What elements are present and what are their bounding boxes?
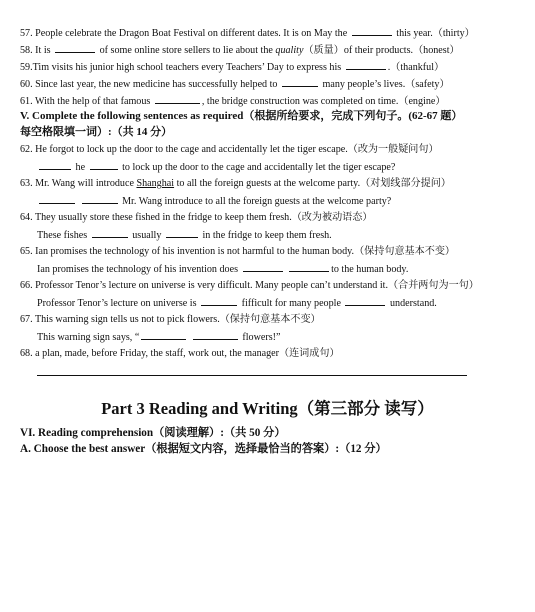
answer-blank[interactable] [39,194,75,204]
question-text: Professor Tenor’s lecture on universe is [37,298,197,309]
question-61 [20,94,530,108]
underlined-word: Shanghai [136,178,175,189]
question-60 [20,77,530,91]
question-text: .（thankful） [387,62,445,73]
question-text: of some online store sellers to lie about the [99,45,273,56]
italic-word: quality [275,45,304,56]
question-text: he [75,162,86,173]
answer-blank[interactable] [90,160,118,170]
answer-blank[interactable] [39,160,71,170]
section-5-heading: V. Complete the following sentences as required（根据所给要求，完成下列句子。(62-67 题） [20,110,463,122]
question-64-answer [37,228,535,242]
question-67: 67. This warning sign tells us not to pick flowers.（保持句意基本不变） [20,314,321,325]
answer-blank[interactable] [282,77,318,87]
answer-blank[interactable] [155,94,200,104]
question-text: 63. Mr. Wang will introduce [20,178,134,189]
question-64: 64. They usually store these fished in the fridge to keep them fresh.（改为被动语态） [20,212,373,223]
question-text: Ian promises the technology of his invention does [37,264,238,275]
question-text: These fishes [37,230,88,241]
question-text: 61. With the help of that famous [20,96,151,107]
answer-blank[interactable] [82,194,118,204]
answer-blank[interactable] [193,330,238,340]
question-text: This warning sign says, “ [37,332,140,343]
question-text: in the fridge to keep them fresh. [202,230,332,241]
question-68: 68. a plan, made, before Friday, the staff, work out, the manager（连词成句） [20,348,340,359]
answer-blank[interactable] [166,228,198,238]
answer-blank[interactable] [55,43,95,53]
question-66: 66. Professor Tenor’s lecture on universe is very difficult. Many people can’t understand it.（合并两句为一句） [20,280,479,291]
question-62-answer [37,160,535,174]
answer-blank[interactable] [243,262,283,272]
answer-blank[interactable] [141,330,186,340]
question-text: 60. Since last year, the new medicine has successfully helped to [20,79,278,90]
question-text: 57. People celebrate the Dragon Boat Festival on different dates. It is on May the [20,28,348,39]
question-59 [20,60,530,74]
question-58 [20,43,530,57]
answer-blank[interactable] [345,296,385,306]
question-text: 58. It is [20,45,51,56]
part-3-title: Part 3 Reading and Writing（第三部分 读写） [101,399,434,418]
question-57 [20,26,530,40]
answer-blank[interactable] [92,228,128,238]
question-66-answer [37,296,535,310]
question-65: 65. Ian promises the technology of his invention is not harmful to the human body.（保持句意基本不变） [20,246,456,257]
question-text: , the bridge construction was completed on time.（engine） [201,96,446,107]
question-63 [20,177,530,190]
answer-blank[interactable] [352,26,392,36]
question-63-answer [37,194,535,208]
question-text: to all the foreign guests at the welcome party.（对划线部分提问） [176,178,451,189]
answer-blank[interactable] [289,262,329,272]
question-65-answer [37,262,535,276]
question-text: Mr. Wang introduce to all the foreign guests at the welcome party? [122,196,392,207]
question-text: to the human body. [331,264,409,275]
question-text: flowers!” [242,332,281,343]
question-text: many people’s lives.（safety） [322,79,450,90]
section-6-heading: VI. Reading comprehension（阅读理解）:（共 50 分） [20,427,286,439]
question-67-answer [37,330,535,344]
question-text: understand. [390,298,437,309]
answer-line[interactable] [37,375,467,376]
question-text: （质量）of their products.（honest） [303,45,460,56]
question-text: usually [132,230,162,241]
section-6a-heading: A. Choose the best answer（根据短文内容，选择最恰当的答案）:（12 分） [20,443,387,455]
answer-blank[interactable] [201,296,237,306]
answer-blank[interactable] [346,60,386,70]
section-5-heading-cont: 每空格限填一词）:（共 14 分） [20,126,173,138]
question-text: fifficult for many people [241,298,341,309]
question-62: 62. He forgot to lock up the door to the cage and accidentally let the tiger escape.（改为一般疑问句） [20,144,439,155]
question-text: to lock up the door to the cage and accidentally let the tiger escape? [122,162,396,173]
question-text: this year.（thirty） [396,28,475,39]
question-text: 59.Tim visits his junior high school teachers every Teachers’ Day to express his [20,62,342,73]
